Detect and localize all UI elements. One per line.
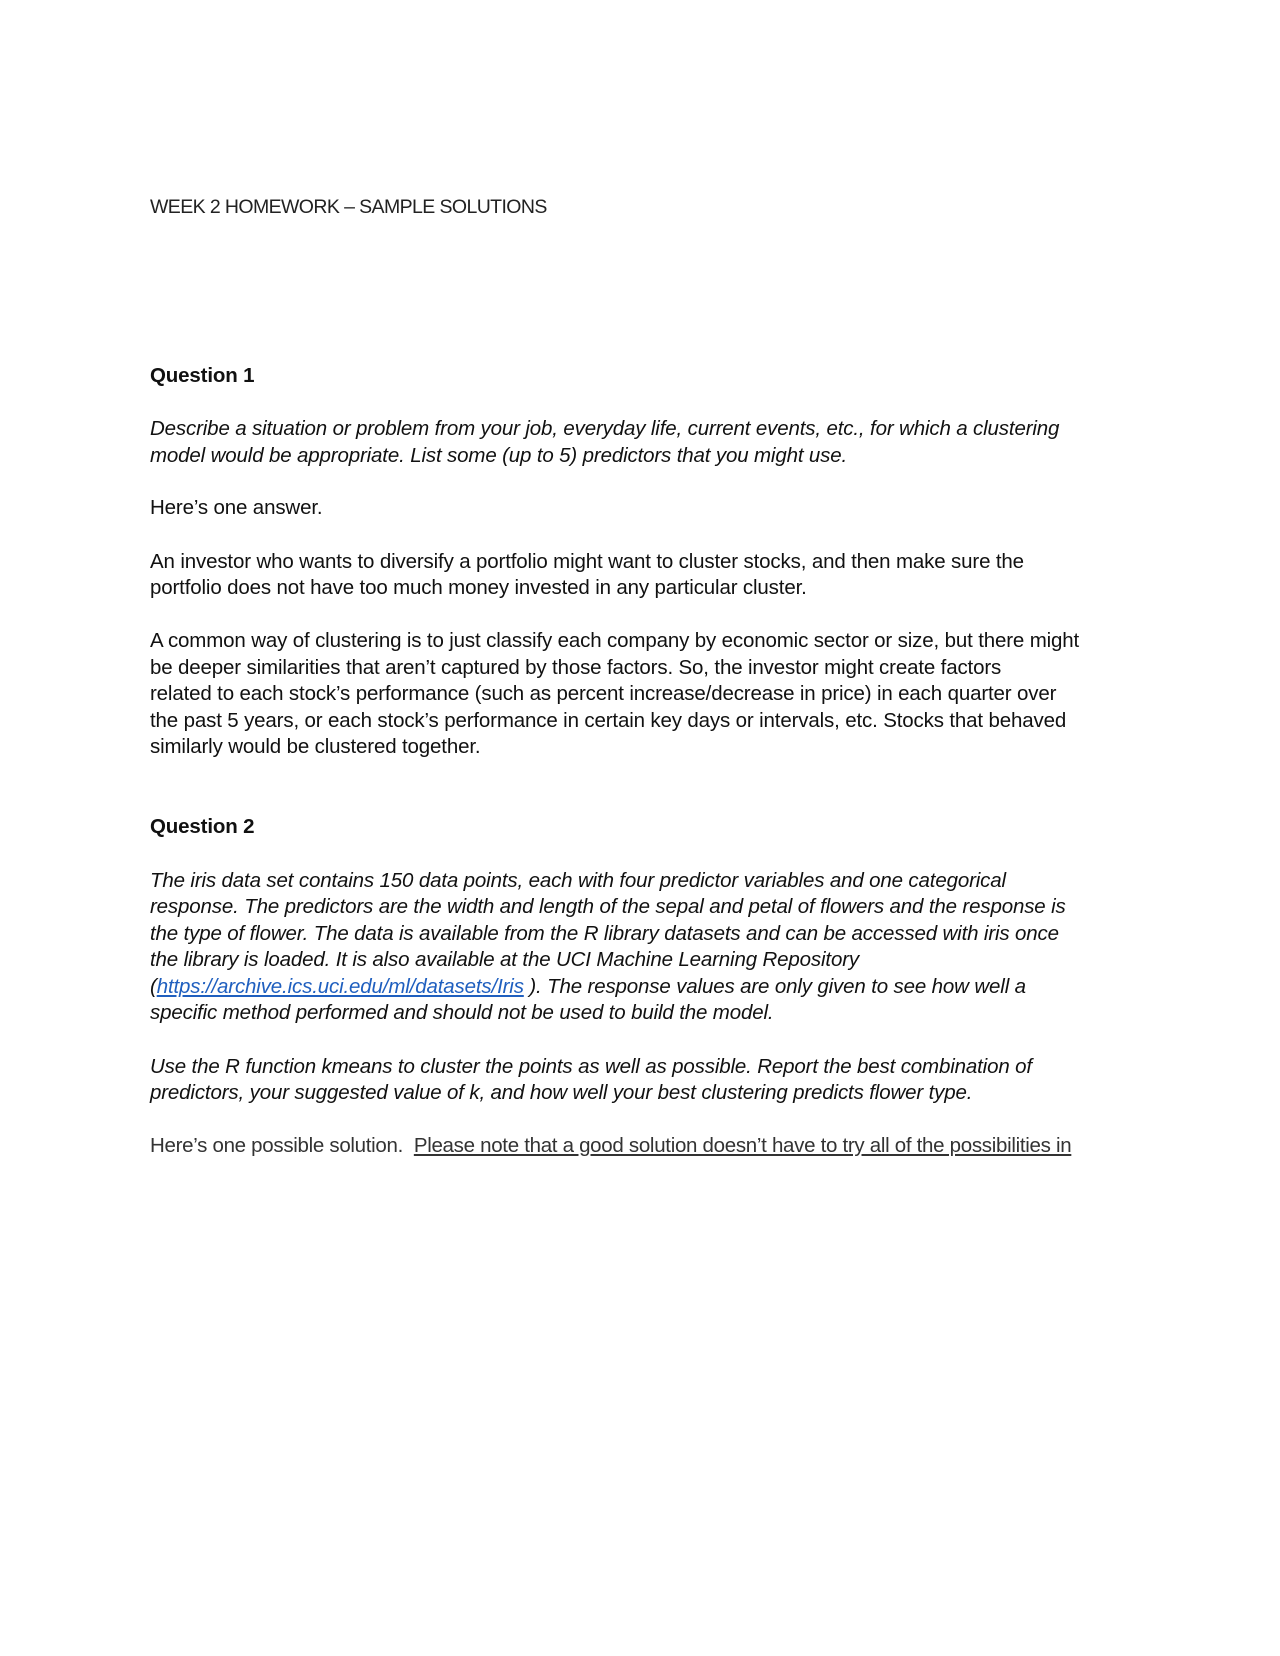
question-2-solution-line — [150, 1132, 1071, 1160]
question-2-prompt-tail: specific method performed and should not be used to build the model. — [150, 1001, 774, 1024]
question-2-prompt-line: the type of flower. The data is available from the R library datasets and can be accessed with iris once — [150, 922, 1059, 945]
question-1-paragraph-2-line: related to each stock’s performance (such as percent increase/decrease in price) in each quarter over — [150, 682, 1057, 705]
question-2-prompt-line: response. The predictors are the width and length of the sepal and petal of flowers and the response is — [150, 895, 1066, 918]
solution-intro: Here’s one possible solution. — [150, 1134, 404, 1157]
question-2-prompt-line: The iris data set contains 150 data points, each with four predictor variables and one categorical — [150, 869, 1006, 892]
question-1-heading: Question 1 — [150, 364, 255, 387]
question-1-paragraph-1-line: portfolio does not have too much money invested in any particular cluster. — [150, 576, 807, 599]
question-2-heading: Question 2 — [150, 815, 255, 838]
question-2-prompt-line: the library is loaded. It is also available at the UCI Machine Learning Repository — [150, 948, 859, 971]
question-1-answer-intro: Here’s one answer. — [150, 496, 323, 519]
question-1-prompt-line: Describe a situation or problem from your job, everyday life, current events, etc., for which a clustering — [150, 417, 1060, 440]
question-2-task-line: Use the R function kmeans to cluster the points as well as possible. Report the best combination of — [150, 1055, 1032, 1078]
question-1-prompt-line: model would be appropriate. List some (up to 5) predictors that you might use. — [150, 444, 848, 467]
question-1-paragraph-2-line: be deeper similarities that aren’t captured by those factors. So, the investor might create factors — [150, 656, 1002, 679]
question-1-paragraph-1-line: An investor who wants to diversify a portfolio might want to cluster stocks, and then make sure the — [150, 550, 1024, 573]
uci-repository-link[interactable]: https://archive.ics.uci.edu/ml/datasets/Iris — [156, 975, 524, 998]
link-suffix: ). The response values are only given to see how well a — [523, 975, 1026, 998]
question-2-task-line: predictors, your suggested value of k, and how well your best clustering predicts flower type. — [150, 1081, 973, 1104]
link-prefix: ( — [150, 975, 157, 998]
document-title: WEEK 2 HOMEWORK – SAMPLE SOLUTIONS — [150, 196, 547, 218]
solution-note: Please note that a good solution doesn’t have to try all of the possibilities in — [413, 1134, 1072, 1157]
question-2-link-line — [150, 973, 1026, 1001]
question-1-paragraph-2-line: similarly would be clustered together. — [150, 735, 481, 758]
question-1-paragraph-2-line: the past 5 years, or each stock’s performance in certain key days or intervals, etc. Stocks that behaved — [150, 709, 1067, 732]
question-1-paragraph-2-line: A common way of clustering is to just classify each company by economic sector or size, but there might — [150, 629, 1080, 652]
